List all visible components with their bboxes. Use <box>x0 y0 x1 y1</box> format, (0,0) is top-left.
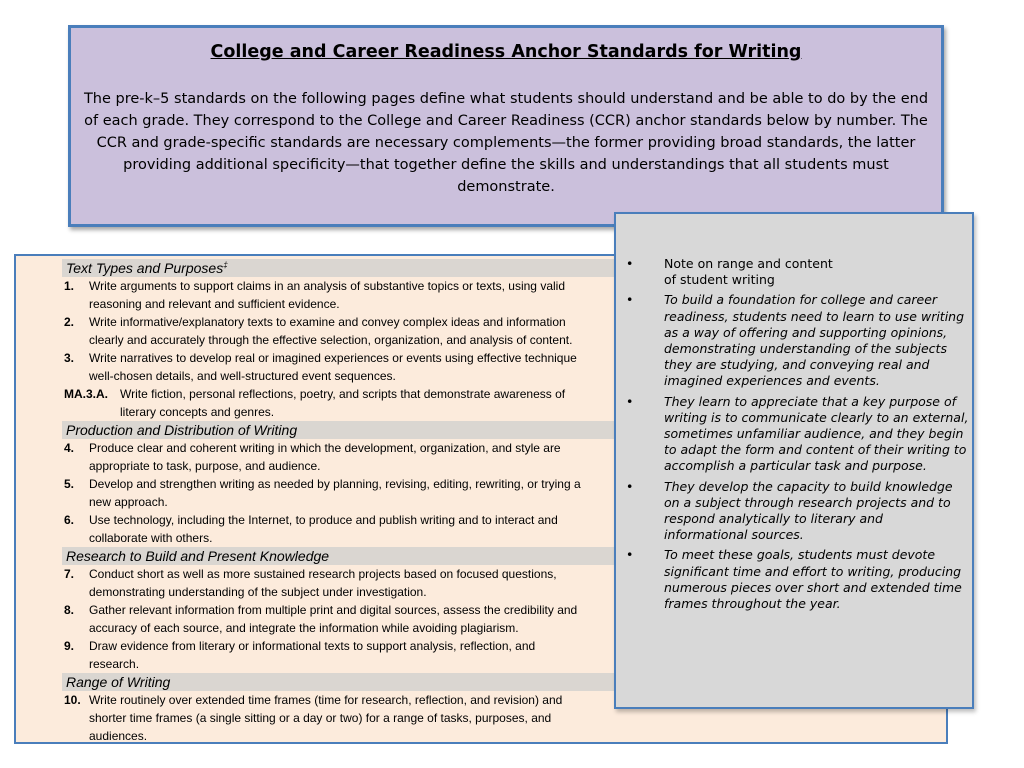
standard-text-line: Write narratives to develop real or imagined experiences or events using effective technique <box>89 351 577 365</box>
standard-item <box>62 313 614 349</box>
standard-text-line: collaborate with others. <box>89 531 213 545</box>
standard-number: 7. <box>64 567 75 581</box>
bullet-icon: • <box>626 256 634 271</box>
note-item-text: They learn to appreciate that a key purpose of writing is to communicate clearly to an external, sometimes unfamiliar audience, and they begin to adapt the form and content of their writing to accomplish a particular task and purpose. <box>664 393 969 474</box>
standard-text-line: demonstrating understanding of the subject under investigation. <box>89 585 427 599</box>
standard-text-line: clearly and accurately through the effective selection, organization, and analysis of content. <box>89 333 573 347</box>
section-heading <box>62 673 614 691</box>
note-list <box>624 256 969 616</box>
standard-text-line: Write fiction, personal reflections, poetry, and scripts that demonstrate awareness of <box>120 387 566 401</box>
section-heading <box>62 421 614 439</box>
standard-text-line: appropriate to task, purpose, and audience. <box>89 459 321 473</box>
standard-text-line: research. <box>89 657 140 671</box>
standard-item <box>62 601 614 637</box>
standard-item <box>62 691 614 745</box>
standard-item <box>62 511 614 547</box>
bullet-icon: • <box>626 292 634 308</box>
note-item-text: To build a foundation for college and career readiness, students need to learn to use writing as a way of offering and supporting opinions, demonstrating understanding of the subjects they are studying, and conveying real and imagined experiences and events. <box>664 292 965 389</box>
standard-number: 10. <box>64 693 81 707</box>
standard-number: MA.3.A. <box>64 387 109 401</box>
standard-number: 8. <box>64 603 75 617</box>
standard-text-line: shorter time frames (a single sitting or a day or two) for a range of tasks, purposes, and <box>89 711 552 725</box>
standard-text-line: Produce clear and coherent writing in which the development, organization, and style are <box>89 441 561 455</box>
standard-item <box>62 475 614 511</box>
standard-item <box>62 349 614 385</box>
section-heading-text: Text Types and Purposes <box>66 260 224 276</box>
standard-text-line: Conduct short as well as more sustained research projects based on focused questions, <box>89 567 557 581</box>
standard-number: 9. <box>64 639 75 653</box>
standard-text-line: Gather relevant information from multiple print and digital sources, assess the credibility and <box>89 603 578 617</box>
intro-paragraph: The pre-k–5 standards on the following pages define what students should understand and be able to do by the end of each grade. They correspond to the College and Career Readiness (CCR) anchor standards below by number. The CCR and grade-specific standards are necessary complements—the former providing broad standards, the latter providing additional specificity—that together define the skills and understandings that all students must demonstrate. <box>83 91 929 195</box>
standard-number: 5. <box>64 477 75 491</box>
standard-text-line: audiences. <box>89 729 148 743</box>
note-item <box>624 479 969 544</box>
standard-text-line: Write routinely over extended time frames (time for research, reflection, and revision) and <box>89 693 563 707</box>
section-heading-text: Range of Writing <box>66 674 171 690</box>
standard-text-line: new approach. <box>89 495 168 509</box>
standard-text-line: well-chosen details, and well-structured event sequences. <box>89 369 396 383</box>
standard-item <box>62 439 614 475</box>
standard-text-line: accuracy of each source, and integrate the information while avoiding plagiarism. <box>89 621 519 635</box>
note-heading-line: of student writing <box>664 272 775 288</box>
note-item-text: They develop the capacity to build knowledge on a subject through research projects and to respond analytically to literary and informational sources. <box>664 478 953 543</box>
intro-panel <box>68 25 944 227</box>
standard-number: 4. <box>64 441 75 455</box>
note-item <box>624 394 969 475</box>
bullet-icon: • <box>626 478 634 494</box>
standard-item <box>62 385 614 421</box>
standard-number: 3. <box>64 351 75 365</box>
standard-number: 1. <box>64 279 75 293</box>
section-heading-text: Production and Distribution of Writing <box>66 422 298 438</box>
note-item <box>624 292 969 389</box>
standard-item <box>62 277 614 313</box>
note-heading-text <box>664 256 969 288</box>
standard-text-line: Write informative/explanatory texts to examine and convey complex ideas and information <box>89 315 566 329</box>
section-heading-text: Research to Build and Present Knowledge <box>66 548 330 564</box>
page-title: College and Career Readiness Anchor Standards for Writing <box>210 42 802 62</box>
standard-number: 6. <box>64 513 75 527</box>
standard-text-line: Develop and strengthen writing as needed by planning, revising, editing, rewriting, or trying a <box>89 477 581 491</box>
standard-item <box>62 565 614 601</box>
note-item <box>624 547 969 612</box>
note-item-text: To meet these goals, students must devote significant time and effort to writing, producing numerous pieces over short and extended time frames throughout the year. <box>664 547 962 612</box>
standard-item <box>62 637 614 673</box>
bullet-icon: • <box>626 393 634 409</box>
note-panel <box>614 212 974 709</box>
standard-text-line: literary concepts and genres. <box>120 405 275 419</box>
section-heading <box>62 547 614 565</box>
footnote-mark: ‡ <box>223 260 228 270</box>
note-heading <box>624 256 969 288</box>
standard-text-line: Write arguments to support claims in an analysis of substantive topics or texts, using valid <box>89 279 565 293</box>
note-heading-line: Note on range and content <box>664 256 833 271</box>
standards-list <box>62 259 614 745</box>
standard-text-line: Use technology, including the Internet, to produce and publish writing and to interact and <box>89 513 558 527</box>
standard-text-line: Draw evidence from literary or informational texts to support analysis, reflection, and <box>89 639 536 653</box>
standard-text-line: reasoning and relevant and sufficient evidence. <box>89 297 340 311</box>
standard-number: 2. <box>64 315 75 329</box>
bullet-icon: • <box>626 547 634 563</box>
section-heading <box>62 259 614 277</box>
